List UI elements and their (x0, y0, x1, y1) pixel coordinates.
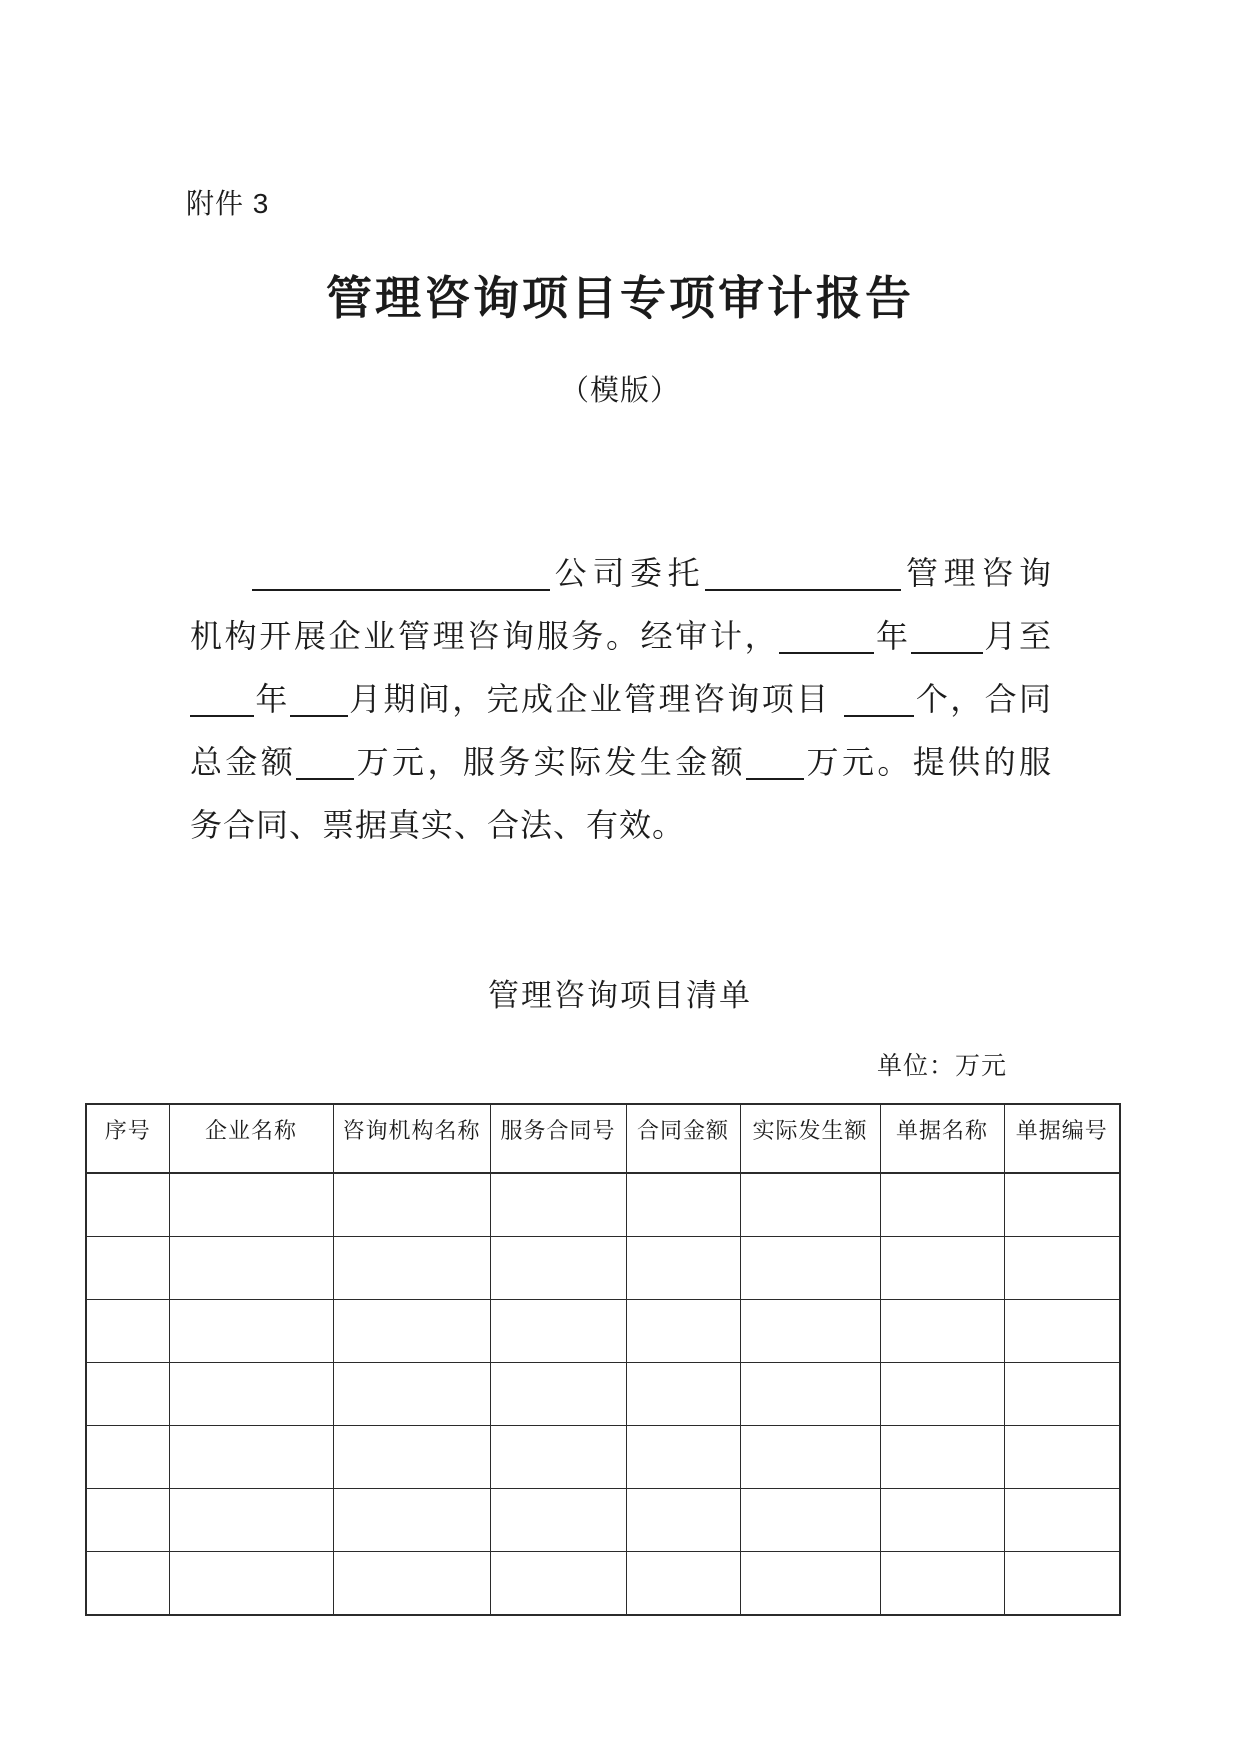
empty-cell (880, 1426, 1004, 1489)
project-list-title: 管理咨询项目清单 (488, 978, 752, 1013)
empty-cell (740, 1237, 880, 1300)
empty-cell (169, 1237, 333, 1300)
column-header-6: 实际发生额 (740, 1104, 880, 1173)
paragraph-text: 万元，服务实际发生金额 (354, 744, 747, 780)
empty-cell (1004, 1489, 1120, 1552)
empty-cell (86, 1363, 169, 1426)
table-row (86, 1552, 1120, 1616)
empty-cell (169, 1489, 333, 1552)
empty-cell (490, 1489, 626, 1552)
column-header-3: 咨询机构名称 (333, 1104, 490, 1173)
table-row (86, 1173, 1120, 1237)
empty-cell (626, 1300, 740, 1363)
paragraph-line-4 (190, 731, 1052, 794)
empty-cell (333, 1426, 490, 1489)
empty-cell (626, 1363, 740, 1426)
empty-cell (626, 1489, 740, 1552)
paragraph-text: 管理咨询 (901, 555, 1052, 591)
empty-cell (740, 1489, 880, 1552)
table-row (86, 1300, 1120, 1363)
empty-cell (169, 1426, 333, 1489)
fill-in-blank (252, 557, 550, 591)
fill-in-blank (844, 683, 914, 717)
empty-cell (333, 1552, 490, 1616)
fill-in-blank (746, 746, 804, 780)
document-subtitle: （模版） (559, 375, 680, 407)
paragraph-text: 万元。提供的服 (804, 744, 1052, 780)
fill-in-blank (190, 683, 254, 717)
empty-cell (626, 1237, 740, 1300)
paragraph-line-2 (190, 605, 1052, 668)
empty-cell (1004, 1552, 1120, 1616)
empty-cell (740, 1300, 880, 1363)
spacer (190, 583, 252, 584)
empty-cell (86, 1426, 169, 1489)
spacer (830, 709, 844, 710)
fill-in-blank (296, 746, 354, 780)
empty-cell (740, 1552, 880, 1616)
empty-cell (169, 1363, 333, 1426)
paragraph-text: 总金额 (190, 744, 297, 780)
empty-cell (740, 1363, 880, 1426)
fill-in-blank (911, 620, 983, 654)
paragraph-line-5 (190, 794, 1052, 857)
empty-cell (880, 1489, 1004, 1552)
empty-cell (740, 1426, 880, 1489)
empty-cell (333, 1489, 490, 1552)
empty-cell (880, 1552, 1004, 1616)
empty-cell (86, 1489, 169, 1552)
column-header-1: 序号 (86, 1104, 169, 1173)
column-header-7: 单据名称 (880, 1104, 1004, 1173)
empty-cell (333, 1173, 490, 1237)
empty-cell (880, 1363, 1004, 1426)
empty-cell (86, 1300, 169, 1363)
column-header-8: 单据编号 (1004, 1104, 1120, 1173)
paragraph-text: 年 (254, 681, 290, 717)
paragraph-text: 个，合同 (914, 681, 1052, 717)
body-paragraph (190, 542, 1052, 857)
column-header-4: 服务合同号 (490, 1104, 626, 1173)
empty-cell (1004, 1300, 1120, 1363)
table-body (86, 1173, 1120, 1615)
empty-cell (86, 1237, 169, 1300)
paragraph-text: 月期间，完成企业管理咨询项目 (347, 681, 831, 717)
fill-in-blank (779, 620, 874, 654)
table-row (86, 1489, 1120, 1552)
empty-cell (880, 1173, 1004, 1237)
paragraph-text: 务合同、票据真实、合法、有效。 (190, 807, 686, 843)
empty-cell (86, 1552, 169, 1616)
attachment-label: 附件 3 (186, 188, 270, 219)
paragraph-text: 机构开展企业管理咨询服务。经审计， (190, 618, 780, 654)
table-row (86, 1363, 1120, 1426)
empty-cell (1004, 1363, 1120, 1426)
empty-cell (490, 1237, 626, 1300)
paragraph-text: 月至 (982, 618, 1052, 654)
paragraph-text: 公司委托 (550, 555, 706, 591)
empty-cell (880, 1300, 1004, 1363)
table-row (86, 1237, 1120, 1300)
empty-cell (169, 1173, 333, 1237)
empty-cell (490, 1426, 626, 1489)
empty-cell (333, 1300, 490, 1363)
column-header-5: 合同金额 (626, 1104, 740, 1173)
empty-cell (333, 1363, 490, 1426)
empty-cell (490, 1300, 626, 1363)
column-header-2: 企业名称 (169, 1104, 333, 1173)
empty-cell (490, 1363, 626, 1426)
empty-cell (490, 1552, 626, 1616)
table-row (86, 1426, 1120, 1489)
empty-cell (490, 1173, 626, 1237)
paragraph-line-1 (190, 542, 1052, 605)
empty-cell (333, 1237, 490, 1300)
empty-cell (1004, 1173, 1120, 1237)
unit-label: 单位：万元 (876, 1053, 1007, 1080)
empty-cell (1004, 1426, 1120, 1489)
empty-cell (169, 1300, 333, 1363)
project-list-table (85, 1103, 1121, 1616)
paragraph-line-3 (190, 668, 1052, 731)
paragraph-text: 年 (874, 618, 911, 654)
fill-in-blank (290, 683, 348, 717)
fill-in-blank (705, 557, 901, 591)
empty-cell (86, 1173, 169, 1237)
empty-cell (626, 1426, 740, 1489)
document-title: 管理咨询项目专项审计报告 (326, 272, 914, 324)
empty-cell (740, 1173, 880, 1237)
empty-cell (1004, 1237, 1120, 1300)
table-header-row (86, 1104, 1120, 1173)
empty-cell (169, 1552, 333, 1616)
empty-cell (880, 1237, 1004, 1300)
empty-cell (626, 1552, 740, 1616)
empty-cell (626, 1173, 740, 1237)
